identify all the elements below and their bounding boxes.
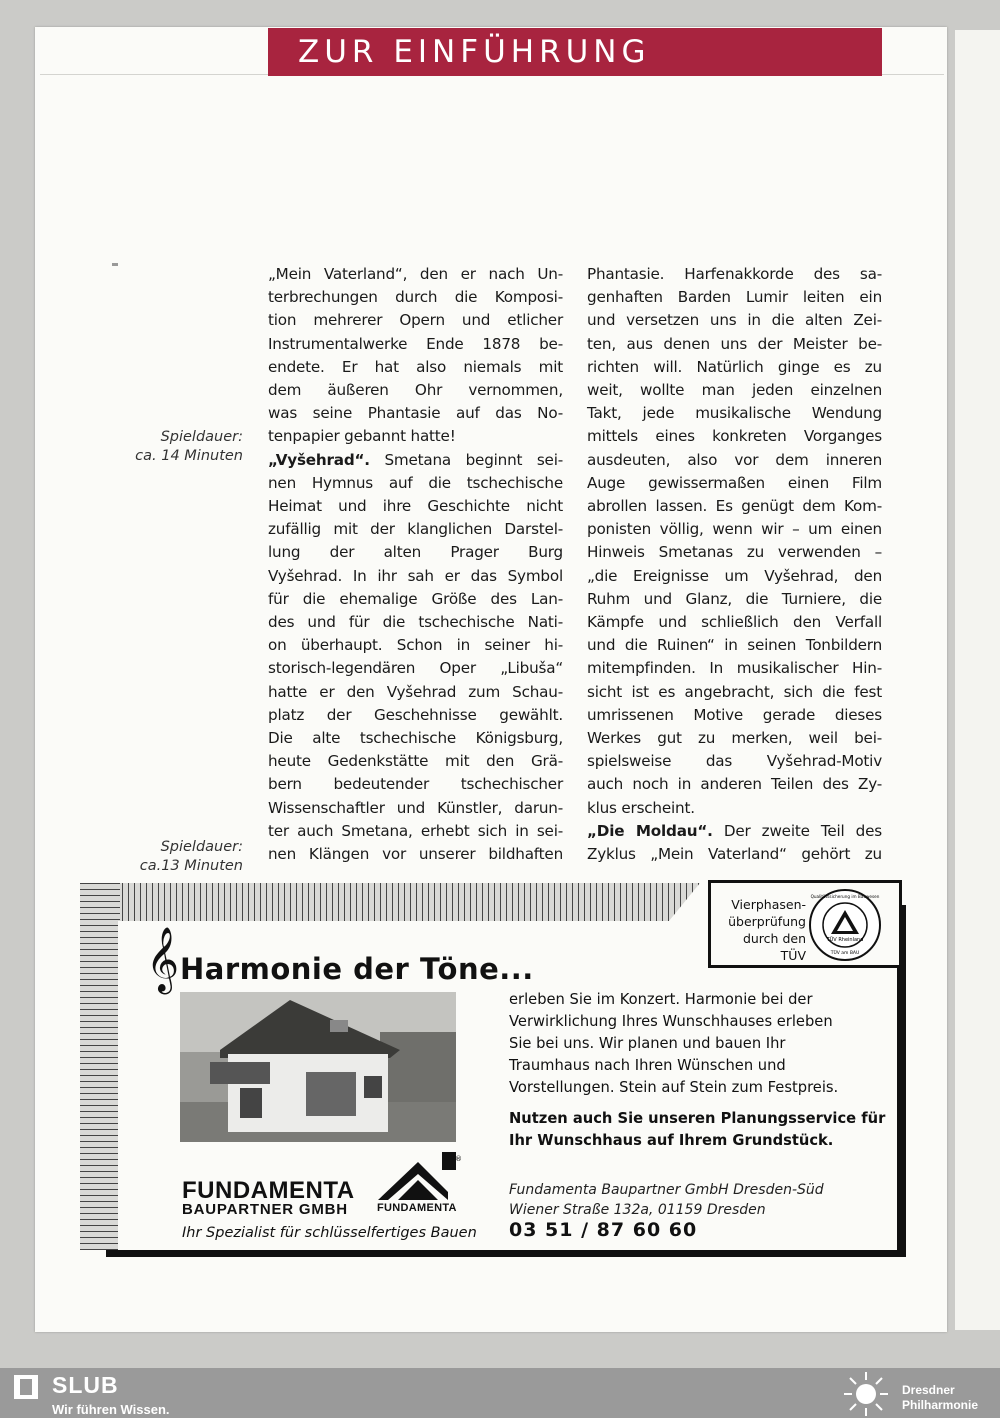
ruler-graphic-top	[80, 883, 700, 921]
note-value: ca.13 Minuten	[139, 858, 243, 874]
next-page-edge	[955, 30, 1000, 1330]
text-line: Wissenschaftler und Künstler, darun-	[268, 798, 563, 817]
house-photo	[180, 992, 456, 1142]
text-column-left	[268, 263, 563, 866]
text-column-right	[587, 263, 882, 866]
tuev-text	[716, 896, 806, 964]
text-line: nen Hymnus auf die tschechische	[268, 473, 563, 492]
text-line: und versetzen uns in die alten Zei-	[587, 311, 882, 330]
text-line: für die ehemalige Größe des Lan-	[268, 589, 563, 608]
text-line: was seine Phantasie auf das No-	[268, 404, 563, 423]
ad-text-line: Sie bei uns. Wir planen und bauen Ihr	[509, 1035, 786, 1052]
ad-callout-text	[509, 1108, 886, 1152]
text-line-rest: Smetana beginnt sei-	[369, 450, 563, 469]
company-phone: 03 51 / 87 60 60	[509, 1219, 698, 1241]
text-line: Zyklus „Mein Vaterland“ gehört zu	[587, 845, 882, 864]
sidebar-note-duration-1	[110, 428, 243, 466]
text-line: platz der Geschehnisse gewählt.	[268, 705, 563, 724]
tuev-seal-ring: Qualitätssicherung im Bauwesen	[810, 894, 880, 899]
address-line: Fundamenta Baupartner GmbH Dresden-Süd	[509, 1182, 824, 1198]
ad-text-line: Ihr Wunschhaus auf Ihrem Grundstück.	[509, 1132, 834, 1149]
text-line: des und für die tschechische Nati-	[268, 613, 563, 632]
section-header	[268, 28, 882, 76]
text-line: genhaften Barden Lumir leiten ein	[587, 288, 882, 307]
company-address	[509, 1180, 824, 1220]
text-line-rest: Der zweite Teil des	[712, 821, 882, 840]
text-line: Hinweis Smetanas zu verwenden –	[587, 543, 882, 562]
section-heading: „Vyšehrad“.	[268, 450, 370, 469]
ad-text-line: Verwirklichung Ihres Wunschhauses erleben	[509, 1013, 833, 1030]
text-line: lung der alten Prager Burg	[268, 543, 563, 562]
svg-text:®: ®	[455, 1155, 462, 1163]
text-line: ponisten völlig, wenn wir – um einen	[587, 520, 882, 539]
ad-text-line: Vorstellungen. Stein auf Stein zum Festpreis.	[509, 1079, 839, 1096]
text-line	[268, 449, 563, 472]
tuev-seal-icon	[808, 888, 882, 962]
section-heading: „Die Moldau“.	[587, 821, 713, 840]
text-line: hatte er den Vyšehrad zum Schau-	[268, 682, 563, 701]
sidebar-note-duration-2	[110, 838, 243, 876]
page-speck	[112, 263, 118, 266]
text-line: spielsweise das Vyšehrad-Motiv	[587, 752, 882, 771]
text-line: endete. Er hat also niemals mit	[268, 357, 563, 376]
text-line: heute Gedenkstätte mit den Grä-	[268, 752, 563, 771]
text-line: und die Ruinen“ in seinen Tonbildern	[587, 636, 882, 655]
text-line: auch noch in anderen Teilen des Zy-	[587, 775, 882, 794]
treble-clef-icon: 𝄞	[146, 927, 180, 992]
orchestra-name[interactable]	[902, 1383, 978, 1413]
text-line: Vyšehrad. In ihr sah er das Symbol	[268, 566, 563, 585]
ad-text-line: Nutzen auch Sie unseren Planungsservice für	[509, 1110, 886, 1127]
text-line: ten, aus denen uns der Meister be-	[587, 334, 882, 353]
tuev-line: durch den TÜV	[742, 931, 806, 963]
tuev-line: überprüfung	[728, 914, 806, 929]
company-name: FUNDAMENTA	[182, 1177, 355, 1204]
text-line: mitempfinden. In musikalischer Hin-	[587, 659, 882, 678]
text-line: Die alte tschechische Königsburg,	[268, 729, 563, 748]
text-line: Phantasie. Harfenakkorde des sa-	[587, 265, 882, 283]
slub-logo-icon[interactable]	[12, 1373, 40, 1401]
text-line: zufällig mit der klanglichen Darstel-	[268, 520, 563, 539]
text-line: Ruhm und Glanz, die Turniere, die	[587, 589, 882, 608]
note-value: ca. 14 Minuten	[135, 448, 243, 464]
text-line: richten will. Natürlich ginge es zu	[587, 357, 882, 376]
text-line	[587, 820, 882, 843]
note-label: Spieldauer:	[160, 429, 243, 445]
text-line: storisch-legendären Oper „Libuša“	[268, 659, 563, 678]
ruler-graphic-left	[80, 883, 120, 1250]
text-line: bern bedeutender tschechischer	[268, 775, 563, 794]
note-label: Spieldauer:	[160, 839, 243, 855]
text-line: nen Klängen vor unserer bildhaften	[268, 845, 563, 864]
text-line: Takt, jede musikalische Wendung	[587, 404, 882, 423]
ad-headline: Harmonie der Töne...	[180, 952, 534, 986]
text-line: ausdeuten, also vor dem inneren	[587, 450, 882, 469]
text-line: Werkes gut zu merken, weil bei-	[587, 729, 882, 748]
orchestra-line: Philharmonie	[902, 1398, 979, 1412]
text-line: ter auch Smetana, erhebt sich in sei-	[268, 821, 563, 840]
text-line: „die Ereignisse um Vyšehrad, den	[587, 566, 882, 585]
section-title: ZUR EINFÜHRUNG	[298, 34, 651, 70]
text-line: Kämpfe und schließlich den Verfall	[587, 613, 882, 632]
text-line: „Mein Vaterland“, den er nach Un-	[268, 265, 563, 283]
text-line: umrissenen Motive gerade dieses	[587, 705, 882, 724]
library-tagline: Wir führen Wissen.	[52, 1402, 170, 1417]
tuev-line: Vierphasen-	[731, 897, 806, 912]
philharmonie-logo-icon[interactable]	[840, 1370, 892, 1418]
text-line: terbrechungen durch die Komposi-	[268, 288, 563, 307]
logo-wordmark: FUNDAMENTA	[377, 1202, 457, 1214]
text-line: Auge gewissermaßen einen Film	[587, 473, 882, 492]
text-line: sicht ist es angebracht, sich die fest	[587, 682, 882, 701]
text-line: klus erscheint.	[587, 798, 695, 817]
tuev-seal-bottom: TÜV am BAU	[830, 951, 860, 956]
ad-text-line: erleben Sie im Konzert. Harmonie bei der	[509, 991, 813, 1008]
text-line: mittels eines konkreten Vorganges	[587, 427, 882, 446]
text-line: tenpapier gebannt hatte!	[268, 427, 456, 446]
text-line: Instrumentalwerke Ende 1878 be-	[268, 334, 563, 353]
orchestra-line: Dresdner	[902, 1383, 955, 1397]
text-line: weit, wollte man jeden einzelnen	[587, 381, 882, 400]
text-line: on überhaupt. Schon in seiner hi-	[268, 636, 563, 655]
address-line: Wiener Straße 132a, 01159 Dresden	[509, 1202, 766, 1218]
text-line: abrollen lassen. Es genügt dem Kom-	[587, 497, 882, 516]
company-subtitle: BAUPARTNER GMBH	[182, 1201, 348, 1218]
ad-body-text	[509, 989, 869, 1099]
library-name[interactable]: SLUB	[52, 1372, 119, 1398]
company-tagline: Ihr Spezialist für schlüsselfertiges Bauen	[182, 1225, 477, 1241]
ad-text-line: Traumhaus nach Ihren Wünschen und	[509, 1057, 786, 1074]
text-line: Heimat und ihre Geschichte nicht	[268, 497, 563, 516]
tuev-seal-name: TÜV Rheinland	[826, 937, 864, 943]
text-line: dem äußeren Ohr vernommen,	[268, 381, 563, 400]
text-line: tion mehrerer Opern und etlicher	[268, 311, 563, 330]
